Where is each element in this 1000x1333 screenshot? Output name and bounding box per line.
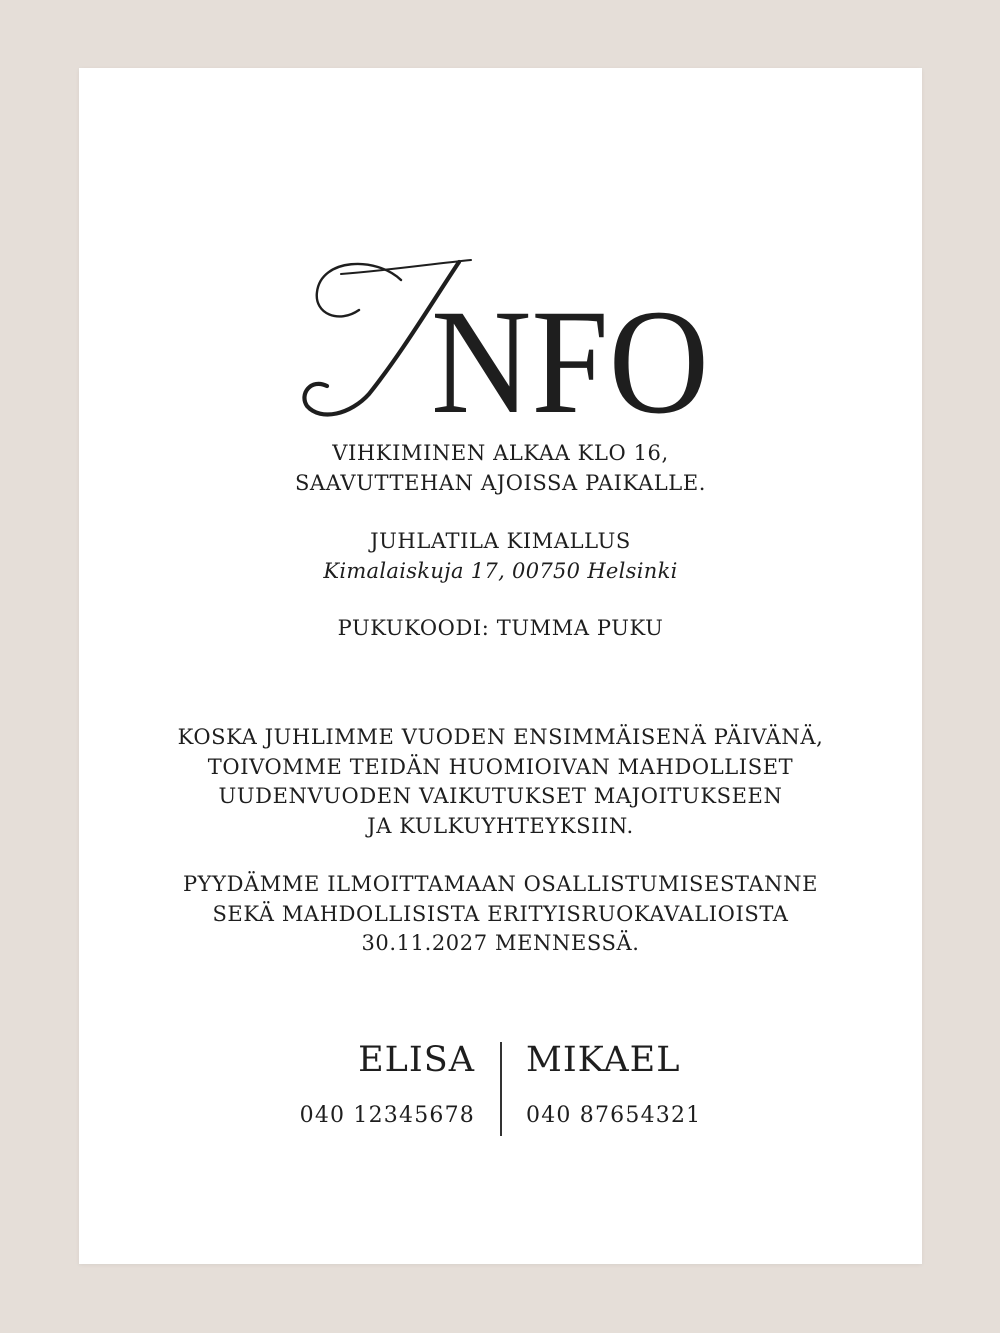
info-card [79,68,922,1264]
heading-text: NFO [430,279,709,444]
rsvp-line: PYYDÄMME ILMOITTAMAAN OSALLISTUMISESTANNE [182,872,819,896]
rsvp-line: 30.11.2027 MENNESSÄ. [361,931,640,955]
heading-initial: I [280,244,281,245]
note-line: KOSKA JUHLIMME VUODEN ENSIMMÄISENÄ PÄIVÄNÄ, [177,725,824,749]
venue-address: Kimalaiskuja 17, 00750 Helsinki [323,558,678,583]
ceremony-line: SAAVUTTEHAN AJOISSA PAIKALLE. [294,470,707,495]
contact-divider [500,1042,502,1136]
venue-name: JUHLATILA KIMALLUS [370,529,631,553]
contact-mikael [526,1040,701,1130]
dress-code-line: PUKUKOODI: TUMMA PUKU [337,616,664,640]
venue-text [79,527,922,586]
rsvp-line: SEKÄ MAHDOLLISISTA ERITYISRUOKAVALIOISTA [212,901,789,926]
dress-code [79,614,922,644]
contact-name: ELISA [358,1040,475,1080]
contact-name: MIKAEL [526,1040,681,1080]
note-line: JA KULKUYHTEYKSIIN. [367,813,634,838]
contact-phone: 040 87654321 [526,1103,702,1128]
ceremony-text [79,439,922,498]
note-line: UUDENVUODEN VAIKUTUKSET MAJOITUKSEEN [218,784,783,808]
new-year-note [79,723,922,841]
contacts [79,1040,922,1140]
contact-elisa [300,1040,475,1130]
note-line: TOIVOMME TEIDÄN HUOMIOIVAN MAHDOLLISET [207,754,794,779]
contact-phone: 040 12345678 [299,1103,475,1128]
rsvp-text [79,870,922,959]
ceremony-line: VIHKIMINEN ALKAA KLO 16, [332,441,669,465]
info-heading-graphic [281,244,721,444]
info-heading [79,244,922,444]
